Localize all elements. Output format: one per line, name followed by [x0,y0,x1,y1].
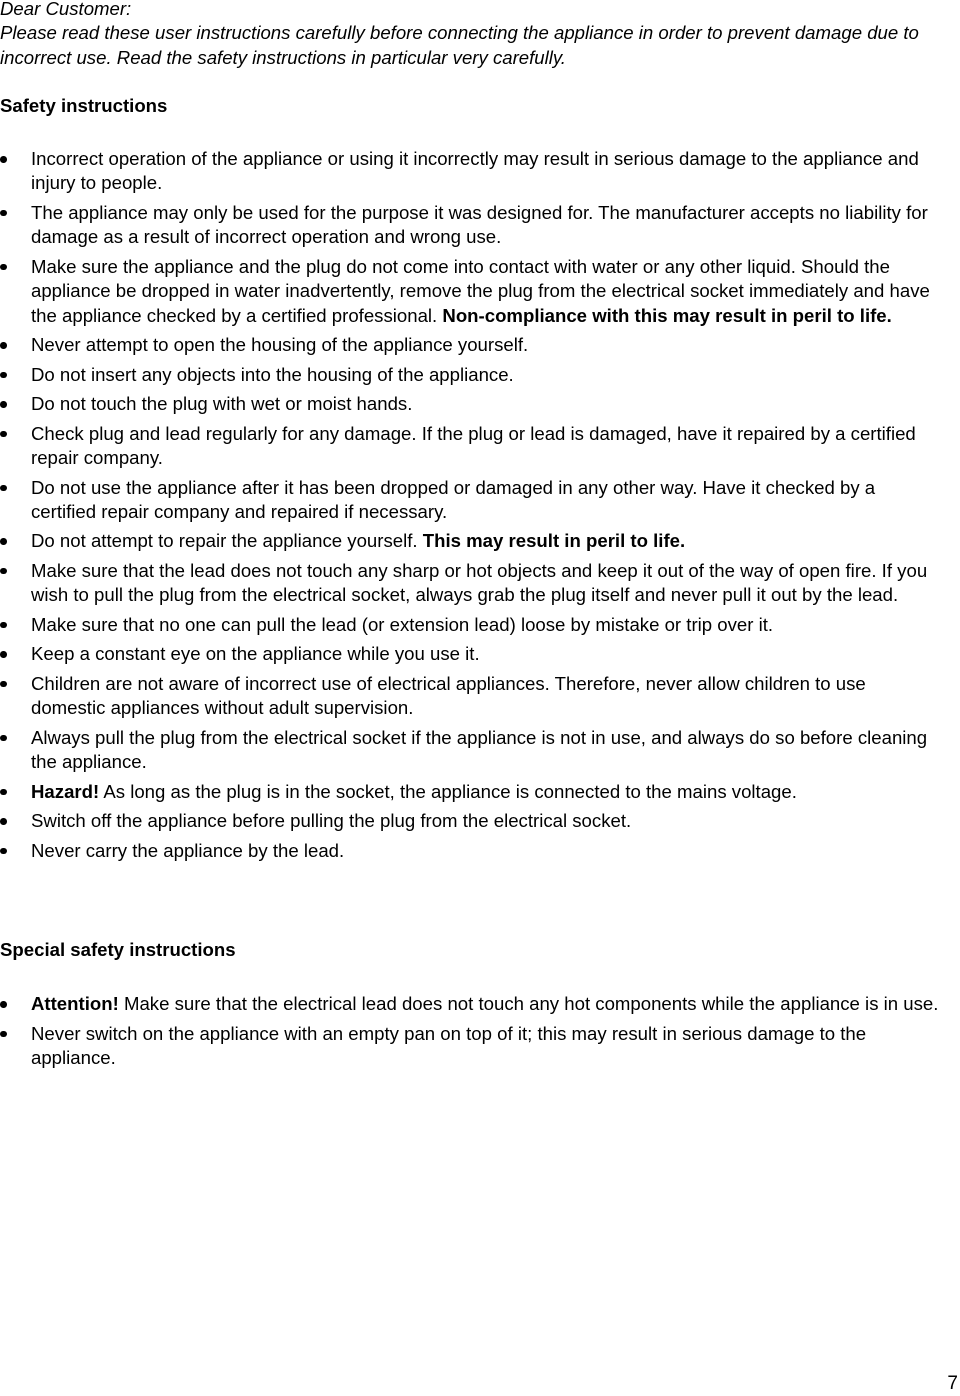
list-item: Do not insert any objects into the housing of the appliance. [0,363,945,387]
safety-heading: Safety instructions [0,95,168,116]
bullet-icon [0,735,7,742]
list-item: Make sure that no one can pull the lead (or extension lead) loose by mistake or trip over it. [0,613,945,637]
list-item: Switch off the appliance before pulling the plug from the electrical socket. [0,809,945,833]
list-item: Do not attempt to repair the appliance yourself. This may result in peril to life. [0,529,945,553]
bullet-icon [0,210,7,217]
bullet-icon [0,818,7,825]
bullet-icon [0,372,7,379]
list-item: Make sure the appliance and the plug do not come into contact with water or any other liquid. Should the appliance be dropped in water inadvertently, remove the plug from the electrical socket immediately and have the appliance checked by a certified professional. Non-compliance with this may result in peril to life. [0,255,945,328]
list-item: Do not use the appliance after it has been dropped or damaged in any other way. Have it checked by a certified repair company and repaired if necessary. [0,476,945,525]
bullet-icon [0,568,7,575]
list-item: Check plug and lead regularly for any damage. If the plug or lead is damaged, have it repaired by a certified repair company. [0,422,945,471]
list-item: Never switch on the appliance with an empty pan on top of it; this may result in serious damage to the appliance. [0,1022,945,1071]
list-item: Incorrect operation of the appliance or using it incorrectly may result in serious damage to the appliance and injury to people. [0,147,945,196]
attention-label: Attention! [31,993,119,1014]
list-item: Attention! Make sure that the electrical lead does not touch any hot components while the appliance is in use. [0,992,945,1016]
bullet-icon [0,538,7,545]
bullet-icon [0,848,7,855]
bullet-icon [0,156,7,163]
bullet-icon [0,401,7,408]
list-item: Hazard! As long as the plug is in the socket, the appliance is connected to the mains voltage. [0,780,945,804]
list-item: Never attempt to open the housing of the appliance yourself. [0,333,945,357]
bullet-icon [0,651,7,658]
list-item: Keep a constant eye on the appliance while you use it. [0,642,945,666]
warning-text: This may result in peril to life. [422,530,686,552]
intro-section [0,0,940,70]
special-heading: Special safety instructions [0,939,236,960]
intro-text: Please read these user instructions carefully before connecting the appliance in order to prevent damage due to incorrect use. Read the safety instructions in particular very carefully. [0,22,919,68]
bullet-icon [0,1001,7,1008]
page-number: 7 [947,1373,958,1394]
bullet-icon [0,1031,7,1038]
bullet-icon [0,431,7,438]
list-item: Children are not aware of incorrect use of electrical appliances. Therefore, never allow children to use domestic appliances without adult supervision. [0,672,945,721]
list-item: Make sure that the lead does not touch any sharp or hot objects and keep it out of the way of open fire. If you wish to pull the plug from the electrical socket, always grab the plug itself and never pull it out by the lead. [0,559,945,608]
bullet-icon [0,264,7,271]
bullet-icon [0,789,7,796]
bullet-icon [0,485,7,492]
list-item: Never carry the appliance by the lead. [0,839,945,863]
list-item: The appliance may only be used for the purpose it was designed for. The manufacturer accepts no liability for damage as a result of incorrect operation and wrong use. [0,201,945,250]
special-list [0,992,945,1075]
bullet-icon [0,681,7,688]
list-item: Do not touch the plug with wet or moist hands. [0,392,945,416]
greeting: Dear Customer: [0,0,132,19]
list-item: Always pull the plug from the electrical socket if the appliance is not in use, and always do so before cleaning the appliance. [0,726,945,775]
warning-text: Non-compliance with this may result in peril to life. [442,304,892,326]
bullet-icon [0,342,7,349]
hazard-label: Hazard! [31,780,100,802]
bullet-icon [0,622,7,629]
safety-list [0,147,945,868]
